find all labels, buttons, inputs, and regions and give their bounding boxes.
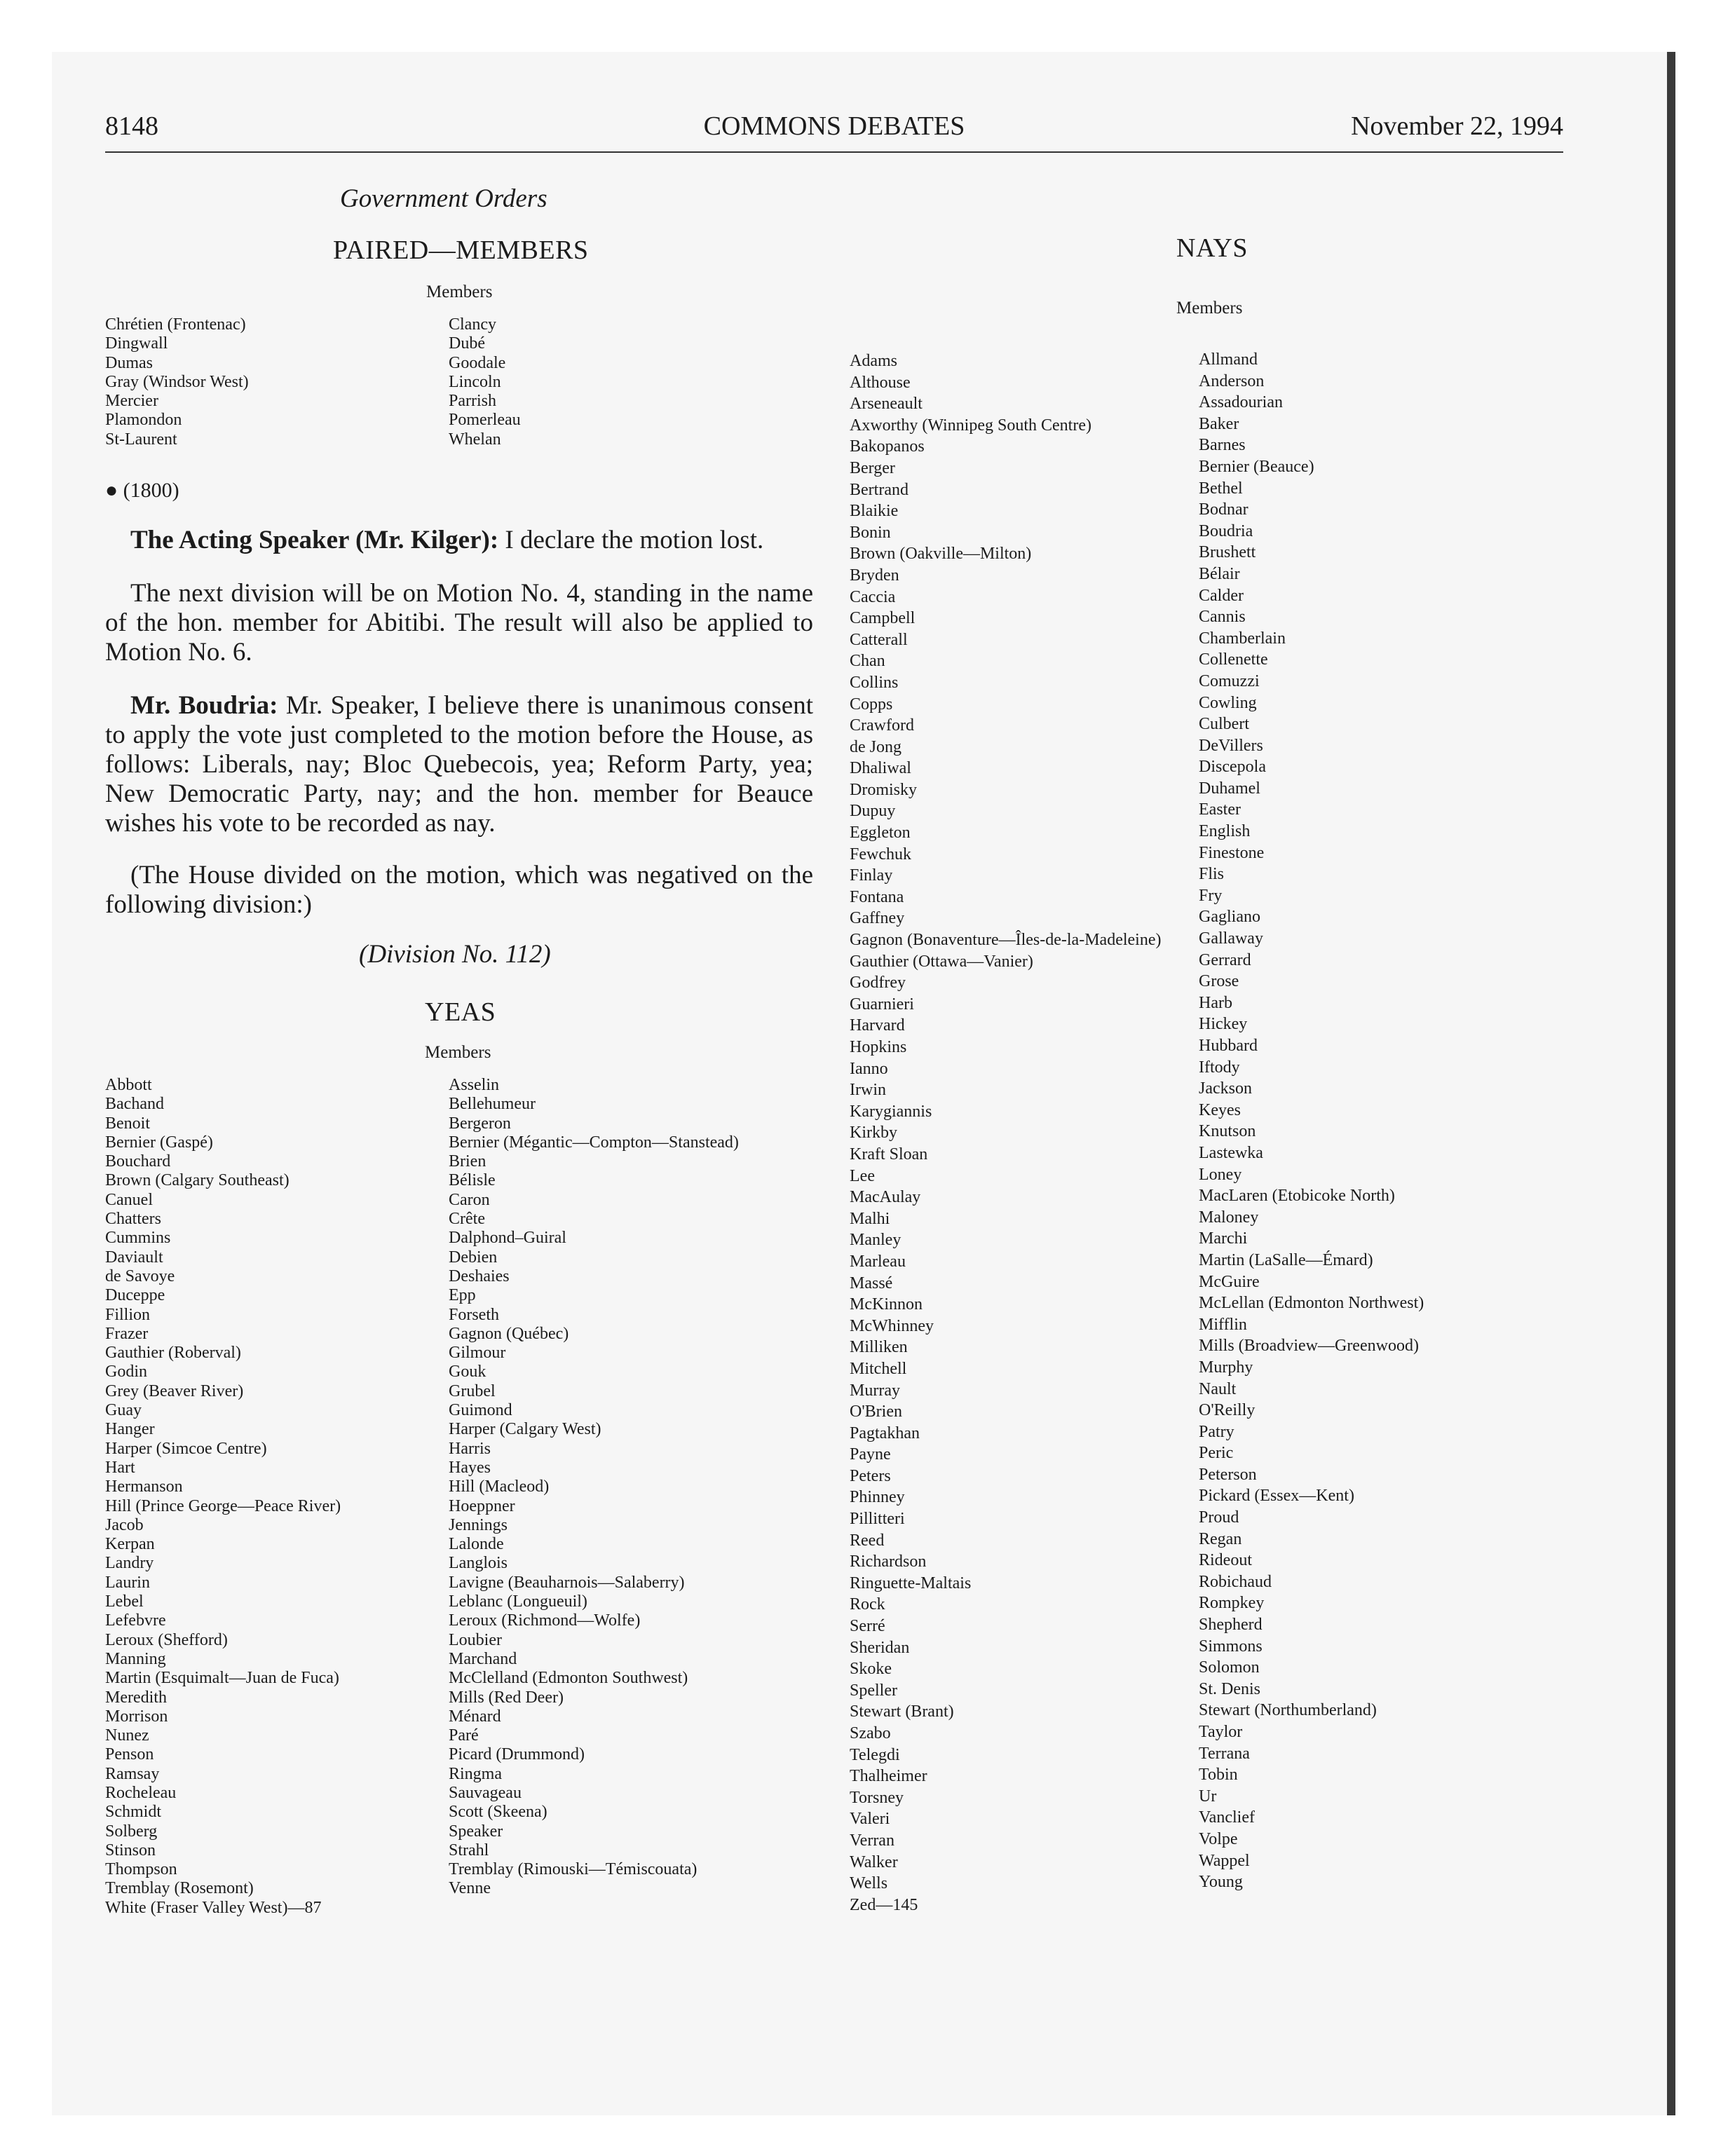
paragraph-text: I declare the motion lost. bbox=[498, 526, 764, 554]
speaker-name: Mr. Boudria: bbox=[130, 691, 278, 720]
member-name: Adams bbox=[850, 352, 897, 370]
member-name: Hubbard bbox=[1199, 1037, 1258, 1055]
member-name: Anderson bbox=[1199, 371, 1265, 390]
member-name: Patry bbox=[1199, 1422, 1234, 1441]
member-name: Caccia bbox=[850, 587, 896, 606]
member-name: Terrana bbox=[1199, 1744, 1250, 1763]
member-name: Goodale bbox=[449, 353, 506, 372]
member-name: Duceppe bbox=[105, 1286, 165, 1305]
member-name: Ménard bbox=[449, 1707, 501, 1726]
division-number: (Division No. 112) bbox=[359, 940, 551, 969]
member-name: Bouchard bbox=[105, 1152, 171, 1171]
member-name: Collins bbox=[850, 673, 899, 692]
member-name: Pillitteri bbox=[850, 1510, 905, 1529]
member-name: Hopkins bbox=[850, 1038, 907, 1056]
member-name: Epp bbox=[449, 1286, 476, 1305]
member-name: Bethel bbox=[1199, 479, 1243, 498]
member-name: Marleau bbox=[850, 1252, 906, 1271]
member-name: White (Fraser Valley West)—87 bbox=[105, 1898, 322, 1917]
member-name: Finestone bbox=[1199, 843, 1265, 862]
paired-members-label: Members bbox=[426, 282, 493, 301]
member-name: Berger bbox=[850, 458, 895, 477]
member-name: Martin (Esquimalt—Juan de Fuca) bbox=[105, 1669, 339, 1688]
member-name: Leblanc (Longueuil) bbox=[449, 1592, 587, 1611]
member-name: Peters bbox=[850, 1466, 891, 1485]
member-name: Pagtakhan bbox=[850, 1424, 920, 1442]
member-name: McWhinney bbox=[850, 1316, 934, 1335]
member-name: McGuire bbox=[1199, 1272, 1260, 1291]
member-name: Laurin bbox=[105, 1573, 150, 1592]
member-name: Richardson bbox=[850, 1553, 927, 1571]
member-name: Nault bbox=[1199, 1379, 1237, 1398]
member-name: Proud bbox=[1199, 1508, 1239, 1527]
member-name: Harvard bbox=[850, 1016, 905, 1035]
member-name: Tremblay (Rosemont) bbox=[105, 1879, 254, 1898]
paragraph-house-divided: (The House divided on the motion, which was negatived on the following division:) bbox=[105, 861, 813, 919]
member-name: Gagnon (Bonaventure—Îles-de-la-Madeleine) bbox=[850, 931, 1162, 950]
member-name: DeVillers bbox=[1199, 736, 1263, 755]
member-name: Scott (Skeena) bbox=[449, 1803, 547, 1822]
member-name: Telegdi bbox=[850, 1745, 900, 1764]
member-name: Ringma bbox=[449, 1764, 502, 1783]
member-name: Cannis bbox=[1199, 608, 1246, 627]
member-name: de Jong bbox=[850, 737, 901, 756]
member-name: Loney bbox=[1199, 1165, 1242, 1184]
member-name: Dumas bbox=[105, 353, 153, 372]
member-name: Robichaud bbox=[1199, 1572, 1272, 1591]
member-name: Dhaliwal bbox=[850, 759, 911, 778]
yeas-heading: YEAS bbox=[425, 997, 496, 1027]
member-name: Thompson bbox=[105, 1860, 177, 1879]
member-name: Lalonde bbox=[449, 1535, 504, 1554]
member-name: Tremblay (Rimouski—Témiscouata) bbox=[449, 1860, 698, 1879]
member-name: Langlois bbox=[449, 1554, 508, 1573]
member-name: Fontana bbox=[850, 887, 904, 906]
nays-list-col1 bbox=[850, 350, 1161, 1916]
member-name: Discepola bbox=[1199, 758, 1266, 777]
member-name: Volpe bbox=[1199, 1829, 1238, 1848]
member-name: Bodnar bbox=[1199, 500, 1248, 519]
member-name: Harper (Simcoe Centre) bbox=[105, 1439, 267, 1458]
member-name: Taylor bbox=[1199, 1723, 1243, 1741]
member-name: Lastewka bbox=[1199, 1143, 1263, 1162]
member-name: Gauthier (Ottawa—Vanier) bbox=[850, 952, 1033, 971]
member-name: Finlay bbox=[850, 866, 893, 885]
member-name: Gagnon (Québec) bbox=[449, 1324, 569, 1343]
paragraph-next-division: The next division will be on Motion No. 4, standing in the name of the hon. member for Abitibi. The result will also be applied to Motion No. 6. bbox=[105, 579, 813, 667]
member-name: Zed—145 bbox=[850, 1895, 918, 1914]
member-name: Hanger bbox=[105, 1420, 155, 1439]
member-name: Cummins bbox=[105, 1229, 171, 1248]
member-name: Knutson bbox=[1199, 1122, 1256, 1141]
member-name: Pomerleau bbox=[449, 411, 521, 430]
member-name: Verran bbox=[850, 1831, 894, 1850]
member-name: Murphy bbox=[1199, 1358, 1253, 1377]
member-name: Debien bbox=[449, 1248, 498, 1267]
member-name: Regan bbox=[1199, 1529, 1242, 1548]
member-name: Culbert bbox=[1199, 715, 1249, 734]
member-name: Althouse bbox=[850, 373, 911, 392]
member-name: Stewart (Brant) bbox=[850, 1703, 954, 1721]
member-name: Caron bbox=[449, 1190, 490, 1209]
member-name: Landry bbox=[105, 1554, 154, 1573]
member-name: Thalheimer bbox=[850, 1767, 927, 1786]
member-name: Bernier (Gaspé) bbox=[105, 1133, 213, 1152]
member-name: Solberg bbox=[105, 1822, 158, 1841]
member-name: Lebel bbox=[105, 1592, 144, 1611]
member-name: Guarnieri bbox=[850, 995, 914, 1014]
member-name: McClelland (Edmonton Southwest) bbox=[449, 1669, 688, 1688]
member-name: Bertrand bbox=[850, 480, 909, 499]
page-edge bbox=[1667, 52, 1675, 2115]
nays-list-col2 bbox=[1199, 349, 1424, 1893]
member-name: Fewchuk bbox=[850, 845, 911, 864]
member-name: Calder bbox=[1199, 586, 1244, 605]
member-name: Barnes bbox=[1199, 436, 1246, 455]
member-name: Rocheleau bbox=[105, 1783, 177, 1802]
member-name: Grey (Beaver River) bbox=[105, 1381, 244, 1400]
member-name: O'Reilly bbox=[1199, 1401, 1256, 1420]
member-name: Canuel bbox=[105, 1190, 153, 1209]
member-name: MacAulay bbox=[850, 1188, 921, 1207]
member-name: Hickey bbox=[1199, 1015, 1248, 1034]
member-name: Bryden bbox=[850, 566, 899, 585]
member-name: Hayes bbox=[449, 1458, 491, 1477]
member-name: Campbell bbox=[850, 609, 916, 628]
member-name: Pickard (Essex—Kent) bbox=[1199, 1487, 1354, 1506]
member-name: Picard (Drummond) bbox=[449, 1745, 585, 1764]
member-name: Manley bbox=[850, 1231, 901, 1250]
member-name: Harb bbox=[1199, 993, 1232, 1012]
member-name: Maloney bbox=[1199, 1208, 1259, 1227]
member-name: Copps bbox=[850, 695, 893, 714]
member-name: Serré bbox=[850, 1617, 885, 1636]
member-name: Mills (Red Deer) bbox=[449, 1688, 564, 1707]
member-name: Wappel bbox=[1199, 1851, 1250, 1870]
member-name: English bbox=[1199, 822, 1251, 841]
member-name: Harper (Calgary West) bbox=[449, 1420, 601, 1439]
member-name: Venne bbox=[449, 1879, 491, 1898]
member-name: Mitchell bbox=[850, 1359, 907, 1378]
member-name: Karygiannis bbox=[850, 1102, 932, 1121]
member-name: Grose bbox=[1199, 972, 1239, 991]
member-name: Ur bbox=[1199, 1787, 1217, 1806]
member-name: Kraft Sloan bbox=[850, 1145, 928, 1164]
time-marker: ● (1800) bbox=[105, 479, 179, 502]
member-name: Lavigne (Beauharnois—Salaberry) bbox=[449, 1573, 685, 1592]
member-name: Morrison bbox=[105, 1707, 168, 1726]
member-name: Irwin bbox=[850, 1081, 886, 1100]
member-name: Bélisle bbox=[449, 1171, 496, 1190]
member-name: Easter bbox=[1199, 800, 1241, 819]
member-name: Torsney bbox=[850, 1788, 904, 1807]
member-name: St-Laurent bbox=[105, 430, 177, 449]
nays-members-label: Members bbox=[1176, 299, 1243, 318]
member-name: Godfrey bbox=[850, 974, 906, 992]
member-name: Guay bbox=[105, 1401, 142, 1420]
member-name: MacLaren (Etobicoke North) bbox=[1199, 1187, 1395, 1206]
member-name: Walker bbox=[850, 1853, 898, 1871]
member-name: Lefebvre bbox=[105, 1611, 166, 1630]
member-name: Lee bbox=[850, 1166, 875, 1185]
member-name: Comuzzi bbox=[1199, 671, 1260, 690]
member-name: Rideout bbox=[1199, 1551, 1252, 1570]
member-name: Parrish bbox=[449, 392, 496, 411]
member-name: Baker bbox=[1199, 414, 1239, 433]
member-name: McLellan (Edmonton Northwest) bbox=[1199, 1294, 1424, 1313]
member-name: Deshaies bbox=[449, 1267, 510, 1285]
member-name: Forseth bbox=[449, 1305, 499, 1324]
member-name: Malhi bbox=[850, 1209, 890, 1228]
member-name: Frazer bbox=[105, 1324, 149, 1343]
member-name: Valeri bbox=[850, 1810, 890, 1829]
member-name: Brushett bbox=[1199, 543, 1256, 562]
member-name: Fillion bbox=[105, 1305, 151, 1324]
member-name: Hermanson bbox=[105, 1478, 183, 1496]
member-name: Chamberlain bbox=[1199, 629, 1286, 648]
header-title: COMMONS DEBATES bbox=[703, 111, 965, 141]
member-name: Szabo bbox=[850, 1724, 891, 1742]
member-name: Gilmour bbox=[449, 1344, 506, 1363]
member-name: Kirkby bbox=[850, 1124, 897, 1142]
member-name: Ringuette-Maltais bbox=[850, 1574, 972, 1592]
member-name: Simmons bbox=[1199, 1637, 1263, 1656]
member-name: Peterson bbox=[1199, 1465, 1257, 1484]
member-name: Sheridan bbox=[850, 1638, 910, 1657]
member-name: Hart bbox=[105, 1458, 135, 1477]
member-name: Hill (Prince George—Peace River) bbox=[105, 1496, 341, 1515]
member-name: Marchand bbox=[449, 1649, 517, 1668]
member-name: Gagliano bbox=[1199, 908, 1260, 927]
member-name: Whelan bbox=[449, 430, 501, 449]
member-name: Young bbox=[1199, 1873, 1243, 1892]
member-name: O'Brien bbox=[850, 1403, 902, 1421]
member-name: Gray (Windsor West) bbox=[105, 372, 249, 391]
member-name: Leroux (Shefford) bbox=[105, 1630, 228, 1649]
member-name: Arseneault bbox=[850, 395, 923, 414]
member-name: Skoke bbox=[850, 1660, 892, 1679]
member-name: Martin (LaSalle—Émard) bbox=[1199, 1250, 1373, 1269]
paragraph-text: Mr. Speaker, I believe there is unanimous consent to apply the vote just completed to the motion before the House, as follows: Liberals, nay; Bloc Quebecois, yea; Reform Party, yea; New Democratic Party, nay; and the hon. member for Beauce wishes his vote to be recorded as nay. bbox=[105, 691, 813, 838]
member-name: Meredith bbox=[105, 1688, 167, 1707]
member-name: de Savoye bbox=[105, 1267, 175, 1285]
member-name: Daviault bbox=[105, 1248, 163, 1267]
member-name: Massé bbox=[850, 1274, 893, 1292]
member-name: Murray bbox=[850, 1381, 900, 1400]
member-name: Ramsay bbox=[105, 1764, 160, 1783]
yeas-list-col2 bbox=[449, 1076, 739, 1899]
member-name: Strahl bbox=[449, 1841, 489, 1860]
member-name: Gaffney bbox=[850, 909, 905, 928]
member-name: Schmidt bbox=[105, 1803, 162, 1822]
member-name: Gallaway bbox=[1199, 929, 1263, 948]
paired-list-col1 bbox=[105, 315, 249, 449]
member-name: Guimond bbox=[449, 1401, 512, 1420]
member-name: Assadourian bbox=[1199, 393, 1283, 412]
member-name: Clancy bbox=[449, 315, 496, 334]
member-name: Mills (Broadview—Greenwood) bbox=[1199, 1337, 1419, 1356]
member-name: Fry bbox=[1199, 886, 1223, 905]
header-rule bbox=[105, 151, 1563, 153]
member-name: Solomon bbox=[1199, 1658, 1260, 1677]
member-name: Mercier bbox=[105, 392, 158, 411]
member-name: Brown (Calgary Southeast) bbox=[105, 1171, 290, 1190]
member-name: Bakopanos bbox=[850, 437, 925, 456]
member-name: Shepherd bbox=[1199, 1616, 1263, 1635]
member-name: Leroux (Richmond—Wolfe) bbox=[449, 1611, 641, 1630]
member-name: Eggleton bbox=[850, 824, 911, 842]
member-name: Dubé bbox=[449, 334, 485, 353]
member-name: Sauvageau bbox=[449, 1783, 522, 1802]
section-title: Government Orders bbox=[340, 184, 547, 213]
nays-heading: NAYS bbox=[1176, 233, 1248, 263]
member-name: Manning bbox=[105, 1649, 166, 1668]
member-name: Asselin bbox=[449, 1076, 499, 1094]
member-name: Cowling bbox=[1199, 693, 1257, 712]
member-name: Harris bbox=[449, 1439, 491, 1458]
member-name: St. Denis bbox=[1199, 1679, 1261, 1698]
member-name: Bellehumeur bbox=[449, 1095, 536, 1114]
member-name: Collenette bbox=[1199, 650, 1268, 669]
member-name: Gouk bbox=[449, 1363, 487, 1381]
member-name: Gauthier (Roberval) bbox=[105, 1344, 241, 1363]
paired-list-col2 bbox=[449, 315, 521, 449]
member-name: Rompkey bbox=[1199, 1594, 1265, 1613]
page-header bbox=[105, 111, 1563, 150]
member-name: Marchi bbox=[1199, 1229, 1248, 1248]
member-name: Brown (Oakville—Milton) bbox=[850, 545, 1032, 564]
member-name: Benoit bbox=[105, 1114, 150, 1133]
member-name: Bernier (Beauce) bbox=[1199, 457, 1314, 476]
member-name: Mifflin bbox=[1199, 1315, 1247, 1334]
member-name: Kerpan bbox=[105, 1535, 155, 1554]
member-name: Ianno bbox=[850, 1059, 888, 1078]
member-name: Bernier (Mégantic—Compton—Stanstead) bbox=[449, 1133, 739, 1152]
member-name: Abbott bbox=[105, 1076, 152, 1094]
member-name: Speller bbox=[850, 1681, 897, 1700]
member-name: Brien bbox=[449, 1152, 487, 1171]
member-name: Tobin bbox=[1199, 1766, 1238, 1785]
member-name: McKinnon bbox=[850, 1295, 923, 1314]
member-name: Bachand bbox=[105, 1095, 164, 1114]
member-name: Penson bbox=[105, 1745, 154, 1764]
member-name: Chatters bbox=[105, 1210, 161, 1229]
member-name: Godin bbox=[105, 1363, 147, 1381]
member-name: Wells bbox=[850, 1874, 888, 1893]
member-name: Bergeron bbox=[449, 1114, 511, 1133]
paired-heading: PAIRED—MEMBERS bbox=[333, 236, 589, 265]
member-name: Payne bbox=[850, 1445, 891, 1464]
member-name: Peric bbox=[1199, 1444, 1234, 1463]
member-name: Milliken bbox=[850, 1338, 908, 1357]
member-name: Vanclief bbox=[1199, 1808, 1255, 1827]
member-name: Iftody bbox=[1199, 1058, 1240, 1077]
member-name: Phinney bbox=[850, 1488, 905, 1507]
member-name: Reed bbox=[850, 1531, 885, 1550]
member-name: Hill (Macleod) bbox=[449, 1478, 550, 1496]
member-name: Allmand bbox=[1199, 350, 1258, 369]
member-name: Blaikie bbox=[850, 502, 899, 521]
member-name: Dupuy bbox=[850, 802, 896, 821]
member-name: Grubel bbox=[449, 1381, 496, 1400]
member-name: Jacob bbox=[105, 1515, 144, 1534]
member-name: Jackson bbox=[1199, 1079, 1252, 1098]
member-name: Rock bbox=[850, 1595, 885, 1614]
yeas-list-col1 bbox=[105, 1076, 341, 1918]
member-name: Dingwall bbox=[105, 334, 168, 353]
member-name: Catterall bbox=[850, 630, 908, 649]
member-name: Dalphond–Guiral bbox=[449, 1229, 566, 1248]
member-name: Dromisky bbox=[850, 780, 917, 799]
member-name: Flis bbox=[1199, 865, 1225, 884]
member-name: Plamondon bbox=[105, 411, 182, 430]
member-name: Crête bbox=[449, 1210, 485, 1229]
member-name: Stinson bbox=[105, 1841, 156, 1860]
member-name: Boudria bbox=[1199, 521, 1253, 540]
member-name: Duhamel bbox=[1199, 779, 1260, 798]
header-date: November 22, 1994 bbox=[1351, 111, 1563, 141]
member-name: Loubier bbox=[449, 1630, 502, 1649]
member-name: Hoeppner bbox=[449, 1496, 515, 1515]
member-name: Gerrard bbox=[1199, 950, 1251, 969]
member-name: Stewart (Northumberland) bbox=[1199, 1701, 1377, 1720]
yeas-members-label: Members bbox=[425, 1043, 491, 1062]
member-name: Axworthy (Winnipeg South Centre) bbox=[850, 416, 1091, 435]
header-page-number: 8148 bbox=[105, 111, 158, 141]
member-name: Speaker bbox=[449, 1822, 503, 1841]
member-name: Bonin bbox=[850, 523, 891, 542]
member-name: Jennings bbox=[449, 1515, 508, 1534]
paragraph-speaker-ruling bbox=[105, 526, 813, 555]
member-name: Keyes bbox=[1199, 1100, 1241, 1119]
paragraph-boudria bbox=[105, 691, 813, 838]
member-name: Lincoln bbox=[449, 372, 501, 391]
member-name: Paré bbox=[449, 1726, 479, 1745]
member-name: Bélair bbox=[1199, 564, 1240, 583]
member-name: Nunez bbox=[105, 1726, 149, 1745]
member-name: Chan bbox=[850, 652, 885, 671]
member-name: Chrétien (Frontenac) bbox=[105, 315, 246, 334]
speaker-name: The Acting Speaker (Mr. Kilger): bbox=[130, 526, 499, 554]
member-name: Crawford bbox=[850, 716, 914, 735]
